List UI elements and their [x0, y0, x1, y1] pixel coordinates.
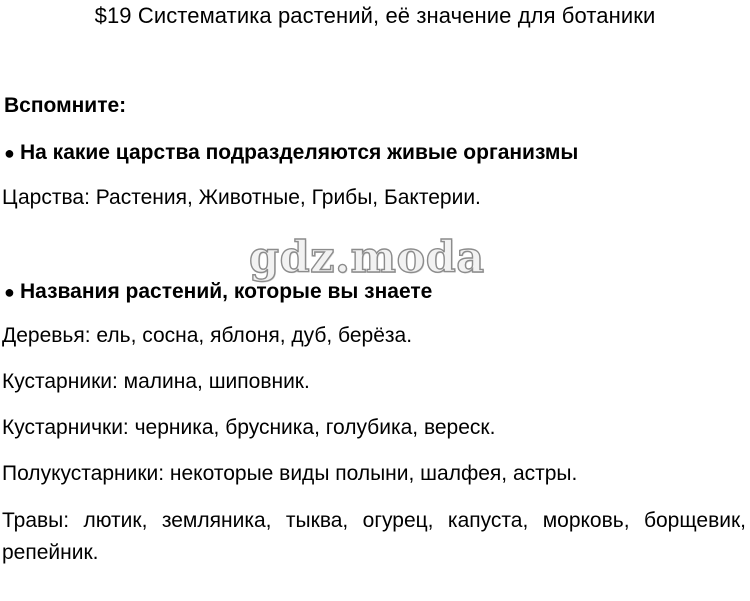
question-2 [4, 280, 432, 304]
bullet-icon: ● [4, 282, 15, 302]
page-title: $19 Систематика растений, её значение для ботаники [94, 3, 656, 28]
watermark-logo: gdz.moda [249, 233, 485, 283]
answer-kingdoms: Царства: Растения, Животные, Грибы, Бактерии. [2, 186, 481, 209]
answer-dwarf-shrubs: Кустарнички: черника, брусника, голубика, вереск. [2, 416, 496, 439]
question-1 [4, 141, 578, 165]
answer-herbs: Травы: лютик, земляника, тыква, огурец, капуста, морковь, борщевик, репейник. [2, 509, 746, 564]
question-2-text: Названия растений, которые вы знаете [20, 280, 433, 303]
remember-heading: Вспомните: [4, 94, 127, 117]
bullet-icon: ● [4, 143, 15, 163]
answer-subshrubs: Полукустарники: некоторые виды полыни, шалфея, астры. [2, 462, 578, 485]
question-1-text: На какие царства подразделяются живые организмы [20, 141, 579, 164]
answer-trees: Деревья: ель, сосна, яблоня, дуб, берёза. [2, 324, 413, 347]
answer-shrubs: Кустарники: малина, шиповник. [2, 370, 310, 393]
